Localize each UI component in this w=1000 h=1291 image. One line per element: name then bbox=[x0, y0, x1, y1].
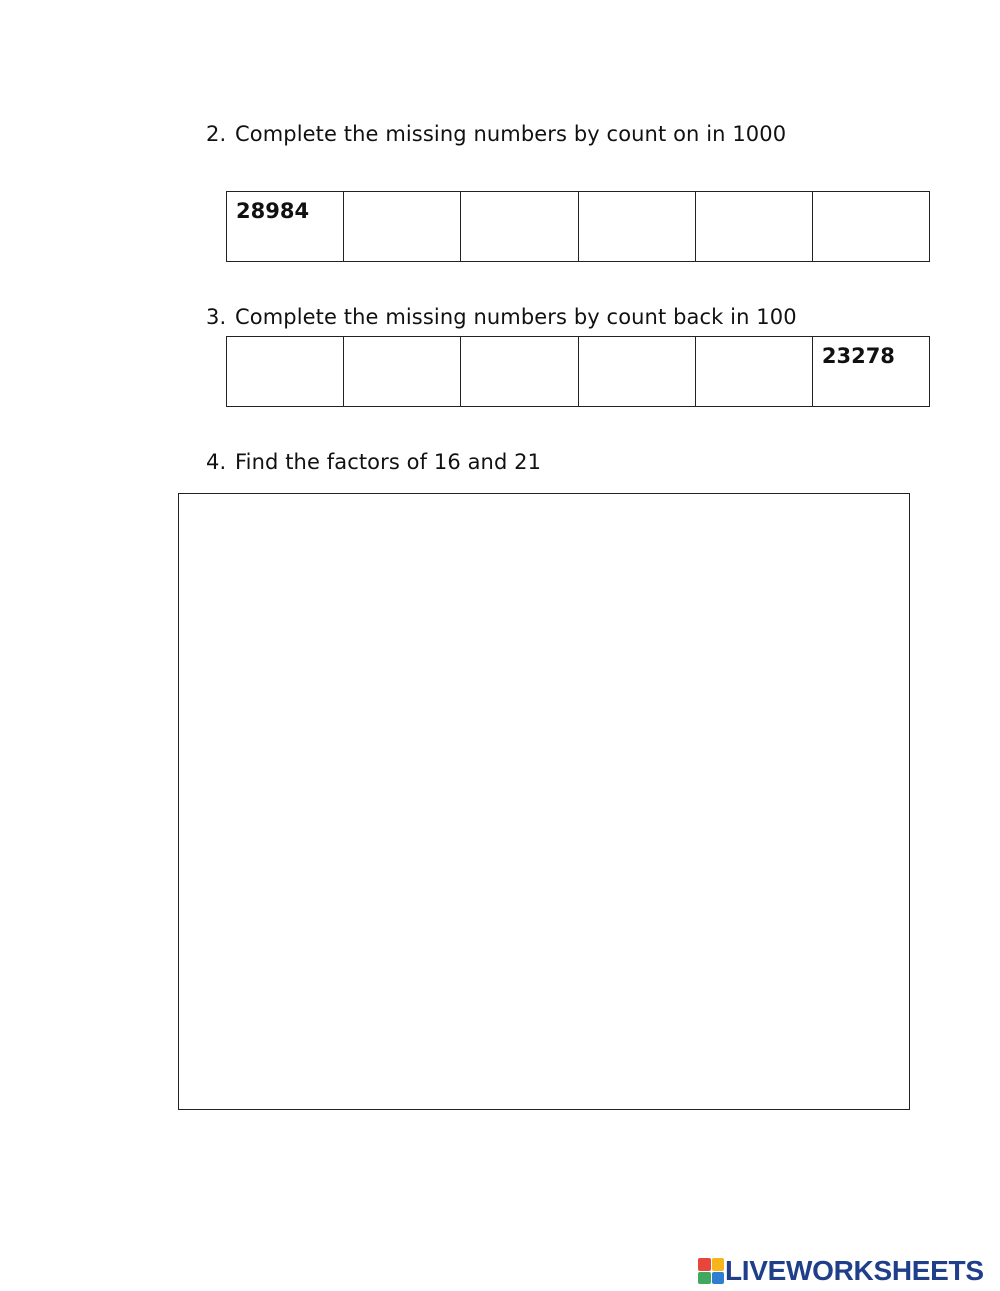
question-number: 4. bbox=[206, 450, 227, 474]
number-cell: 28984 bbox=[236, 199, 310, 223]
liveworksheets-brand bbox=[698, 1257, 984, 1285]
brand-name: LIVEWORKSHEETS bbox=[725, 1255, 984, 1286]
number-cell: 23278 bbox=[812, 337, 929, 406]
question-3 bbox=[206, 304, 797, 330]
question-4 bbox=[206, 449, 541, 475]
answer-cell[interactable] bbox=[578, 192, 695, 261]
question-text: Complete the missing numbers by count on in 1000 bbox=[235, 122, 787, 146]
logo-tile bbox=[698, 1272, 711, 1285]
answer-cell[interactable] bbox=[343, 337, 460, 406]
liveworksheets-logo-icon bbox=[698, 1258, 724, 1284]
count-on-row bbox=[226, 191, 930, 262]
question-2 bbox=[206, 121, 786, 147]
answer-cell[interactable] bbox=[695, 337, 812, 406]
answer-cell[interactable] bbox=[343, 192, 460, 261]
answer-cell[interactable] bbox=[812, 192, 929, 261]
logo-tile bbox=[712, 1258, 725, 1271]
answer-cell[interactable] bbox=[460, 192, 577, 261]
question-text: Complete the missing numbers by count back in 100 bbox=[235, 305, 797, 329]
logo-tile bbox=[712, 1272, 725, 1285]
answer-cell[interactable] bbox=[460, 337, 577, 406]
logo-tile bbox=[698, 1258, 711, 1271]
question-number: 2. bbox=[206, 122, 227, 146]
answer-cell[interactable] bbox=[578, 337, 695, 406]
count-back-row bbox=[226, 336, 930, 407]
factors-answer-box[interactable] bbox=[178, 493, 910, 1110]
answer-cell[interactable] bbox=[227, 337, 343, 406]
answer-cell[interactable] bbox=[695, 192, 812, 261]
question-text: Find the factors of 16 and 21 bbox=[235, 450, 542, 474]
question-number: 3. bbox=[206, 305, 227, 329]
